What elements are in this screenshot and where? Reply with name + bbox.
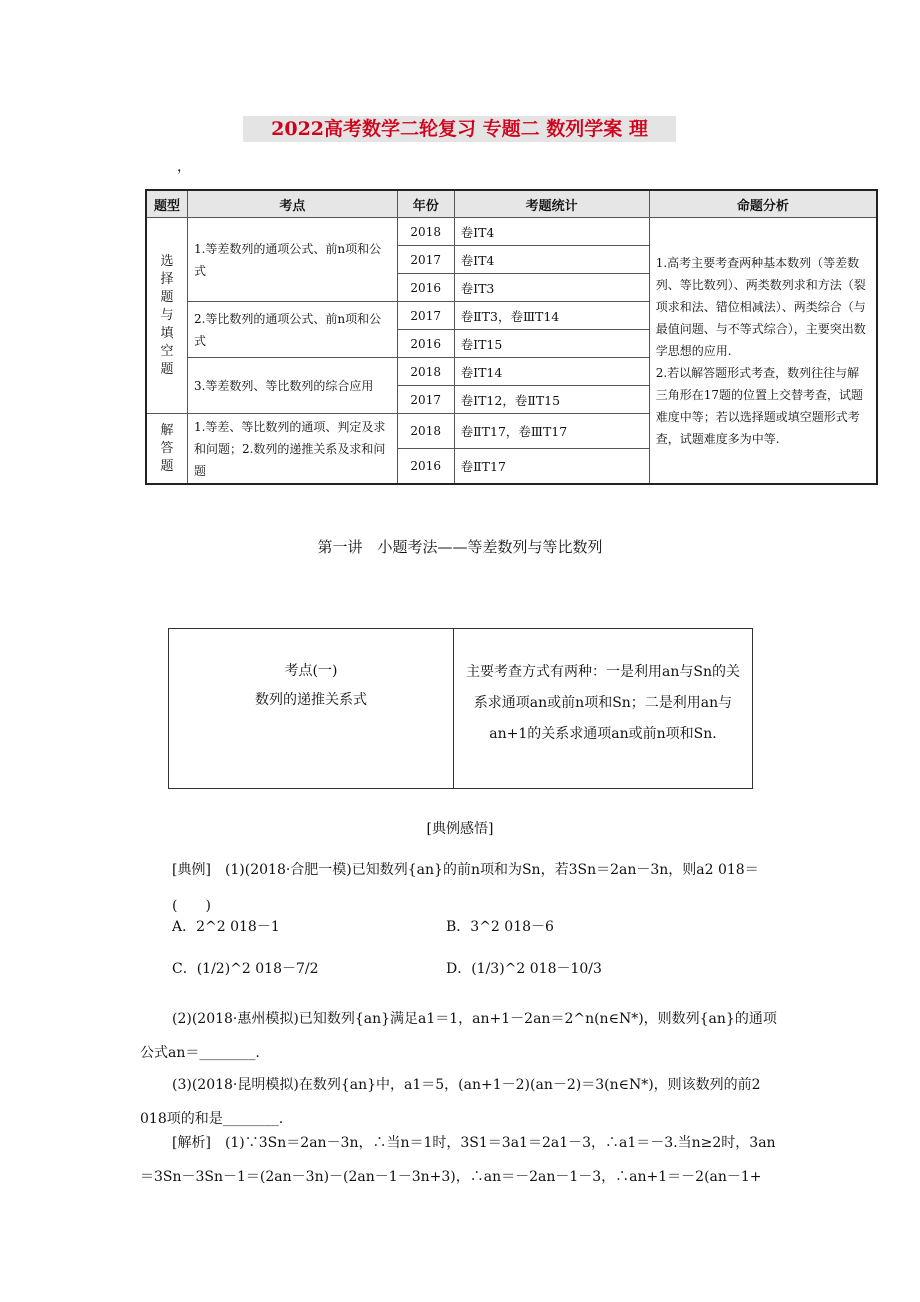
example-question-1: [172, 852, 792, 924]
solution-text: (1)∵3Sn＝2an－3n，∴当n＝1时，3S1＝3a1＝2a1－3，∴a1＝－3.当n≥2时，3an＝3Sn－3Sn－1＝(2an－3n)－(2an－1－3n+3)，∴an＝－2an－1－3，∴an+1＝－2(an－1+: [140, 1135, 776, 1185]
exam-cell: 卷ⅠT12，卷ⅡT15: [454, 386, 649, 414]
table-row: [146, 218, 877, 246]
kaodian-name: 数列的递推关系式: [255, 692, 367, 708]
exam-cell: 卷ⅡT17，卷ⅢT17: [454, 414, 649, 449]
document-title: 2022高考数学二轮复习 专题二 数列学案 理: [243, 116, 676, 142]
year-cell: 2018: [397, 414, 454, 449]
year-cell: 2017: [397, 302, 454, 330]
exam-cell: 卷ⅡT17: [454, 449, 649, 485]
header-analysis: 命题分析: [649, 190, 877, 218]
option-d: D．(1/3)^2 018－10/3: [446, 961, 602, 977]
stray-comma: ，: [177, 159, 191, 175]
point-cell: 1.等差、等比数列的通项、判定及求和问题；2.数列的递推关系及求和问题: [187, 414, 397, 485]
analysis-point-2: 2.若以解答题形式考查，数列往往与解三角形在17题的位置上交替考查，试题难度中等；若以选择题或填空题形式考查，试题难度多为中等.: [655, 365, 863, 446]
kaodian-box: [168, 628, 753, 789]
exam-cell: 卷ⅠT15: [454, 330, 649, 358]
analysis-point-1: 1.高考主要考查两种基本数列（等差数列、等比数列）、两类数列求和方法（裂项求和法、错位相减法）、两类综合（与最值问题、与不等式综合），主要突出数学思想的应用.: [655, 255, 866, 358]
point-cell: 1.等差数列的通项公式、前n项和公式: [187, 218, 397, 302]
year-cell: 2018: [397, 218, 454, 246]
option-b: B．3^2 018－6: [446, 919, 554, 935]
header-year: 年份: [397, 190, 454, 218]
year-cell: 2016: [397, 330, 454, 358]
example-question-3: (3)(2018·昆明模拟)在数列{an}中，a1＝5，(an+1－2)(an－2)＝3(n∈N*)，则该数列的前2 018项的和是________.: [140, 1077, 761, 1127]
option-c: C．(1/2)^2 018－7/2: [172, 961, 319, 977]
kaodian-description-cell: [454, 629, 752, 788]
kaodian-label-cell: [169, 629, 454, 788]
section-label: [典例感悟]: [426, 821, 494, 837]
year-cell: 2017: [397, 386, 454, 414]
year-cell: 2017: [397, 246, 454, 274]
exam-cell: 卷ⅠT14: [454, 358, 649, 386]
lecture-title: 第一讲 小题考法——等差数列与等比数列: [317, 538, 603, 556]
solution-paragraph: [140, 1126, 780, 1194]
year-cell: 2016: [397, 274, 454, 302]
example-tag: [典例]: [172, 862, 211, 878]
option-a: A．2^2 018－1: [172, 919, 280, 935]
exam-statistics-table: [145, 189, 878, 485]
point-cell: 2.等比数列的通项公式、前n项和公式: [187, 302, 397, 358]
table-header-row: [146, 190, 877, 218]
year-cell: 2018: [397, 358, 454, 386]
kaodian-label: 考点(一): [284, 663, 338, 679]
question-1-text: (1)(2018·合肥一模)已知数列{an}的前n项和为Sn，若3Sn＝2an－3n，则a2 018＝( ): [172, 862, 759, 914]
kaodian-description: 主要考查方式有两种：一是利用an与Sn的关系求通项an或前n项和Sn；二是利用an与an+1的关系求通项an或前n项和Sn.: [466, 664, 740, 742]
analysis-cell: [649, 218, 877, 485]
exam-cell: 卷ⅠT4: [454, 218, 649, 246]
exam-cell: 卷ⅡT3，卷ⅢT14: [454, 302, 649, 330]
type-choice-cell: 选择题与填空题: [146, 218, 187, 414]
type-answer-cell: 解答题: [146, 414, 187, 485]
exam-cell: 卷ⅠT4: [454, 246, 649, 274]
example-question-2: (2)(2018·惠州模拟)已知数列{an}满足a1＝1，an+1－2an＝2^n(n∈N*)，则数列{an}的通项公式an＝________.: [140, 1011, 777, 1061]
exam-cell: 卷ⅠT3: [454, 274, 649, 302]
header-type: 题型: [146, 190, 187, 218]
header-stats: 考题统计: [454, 190, 649, 218]
year-cell: 2016: [397, 449, 454, 485]
header-point: 考点: [187, 190, 397, 218]
solution-tag: [解析]: [172, 1135, 211, 1151]
point-cell: 3.等差数列、等比数列的综合应用: [187, 358, 397, 414]
